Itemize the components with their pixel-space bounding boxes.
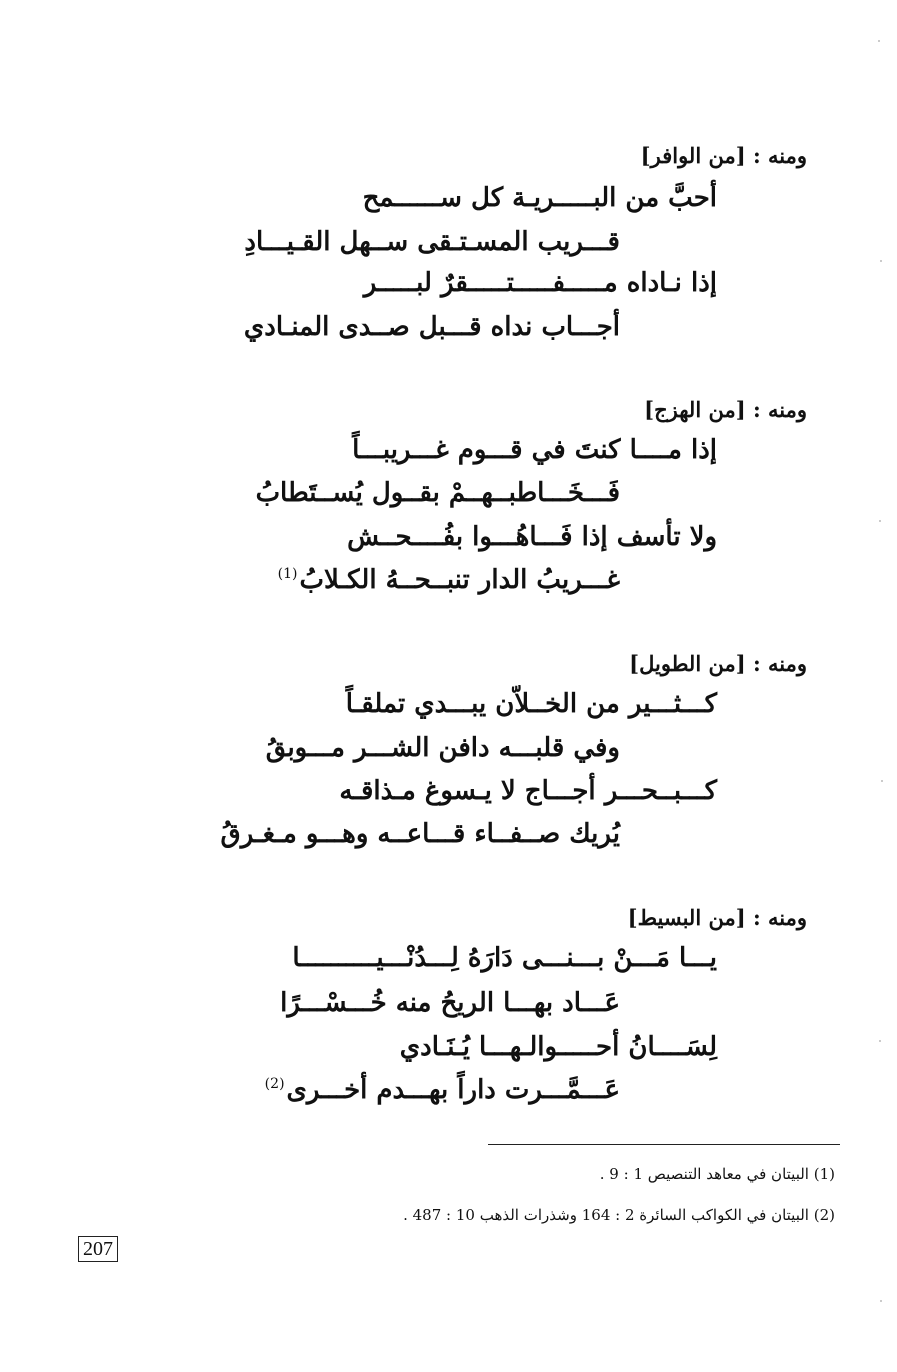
footnote-reference: (2) (264, 1076, 285, 1093)
verse-text: عَـــمَّـــرت داراً بهـــدم أخـــرى (286, 1075, 620, 1105)
page-number: 207 (78, 1236, 118, 1262)
section-heading: ومنه : [من الوافر] (640, 143, 807, 168)
scan-speck (881, 780, 883, 782)
verse-line: ولا تأسف إذا فَـــاهُـــوا بفُــــحــش (347, 522, 717, 552)
footnote: (2) البيتان في الكواكب السائرة 2 : 164 وشذرات الذهب 10 : 487 . (403, 1206, 835, 1224)
verse-line: وفي قلبـــه دافن الشـــر مـــوبقُ (265, 733, 620, 763)
verse-line: يُريك صــفــاء قـــاعــه وهـــو مـغـرقُ (220, 819, 620, 849)
verse-line: أحبَّ من البـــــريـة كل ســــــمح (362, 183, 717, 213)
verse-line (265, 1075, 620, 1105)
verse-line: عَـــاد بهـــا الريحُ منه خُـــسْـــرًا (280, 988, 620, 1018)
section-heading: ومنه : [من الهزج] (644, 397, 807, 422)
verse-line (278, 565, 620, 595)
verse-line: لِسَــــانُ أحـــــوالـهـــا يُـنَـادي (399, 1032, 717, 1062)
verse-line: فَـــخَـــاطبــهــمْ بقــول يُســتَطابُ (255, 478, 620, 508)
footnote: (1) البيتان في معاهد التنصيص 1 : 9 . (599, 1165, 835, 1183)
section-heading: ومنه : [من البسيط] (627, 905, 807, 930)
scan-speck (880, 260, 882, 262)
verse-line: يـــا مَـــنْ بـــنـــى دَارَهُ لِـــدُنْـــيــــــــــا (292, 943, 717, 973)
verse-line: إذا مــــا كنتَ في قـــوم غـــريبـــاً (352, 435, 717, 465)
verse-line: كـــثـــير من الخــلاّن يبـــدي تملقـاً (345, 689, 717, 719)
scan-speck (879, 1040, 881, 1042)
verse-text: غـــريبُ الدار تنبــحــهُ الكـلابُ (299, 565, 620, 595)
footnote-reference: (1) (277, 566, 298, 583)
scan-speck (879, 520, 881, 522)
section-heading: ومنه : [من الطويل] (629, 651, 807, 676)
verse-line: كـــبــحـــر أجـــاج لا يـسوغ مـذاقـه (339, 776, 717, 806)
scan-speck (880, 1300, 882, 1302)
footnote-separator (488, 1144, 840, 1145)
verse-line: أجـــاب نداه قـــبل صــدى المنـادي (243, 312, 620, 342)
scan-speck (878, 40, 880, 42)
verse-line: قـــريب المسـتـقى ســهل القـيـــادِ (244, 227, 620, 257)
verse-line: إذا نـاداه مـــــفـــــتـــــقرٌ لبـــــر (363, 268, 717, 298)
